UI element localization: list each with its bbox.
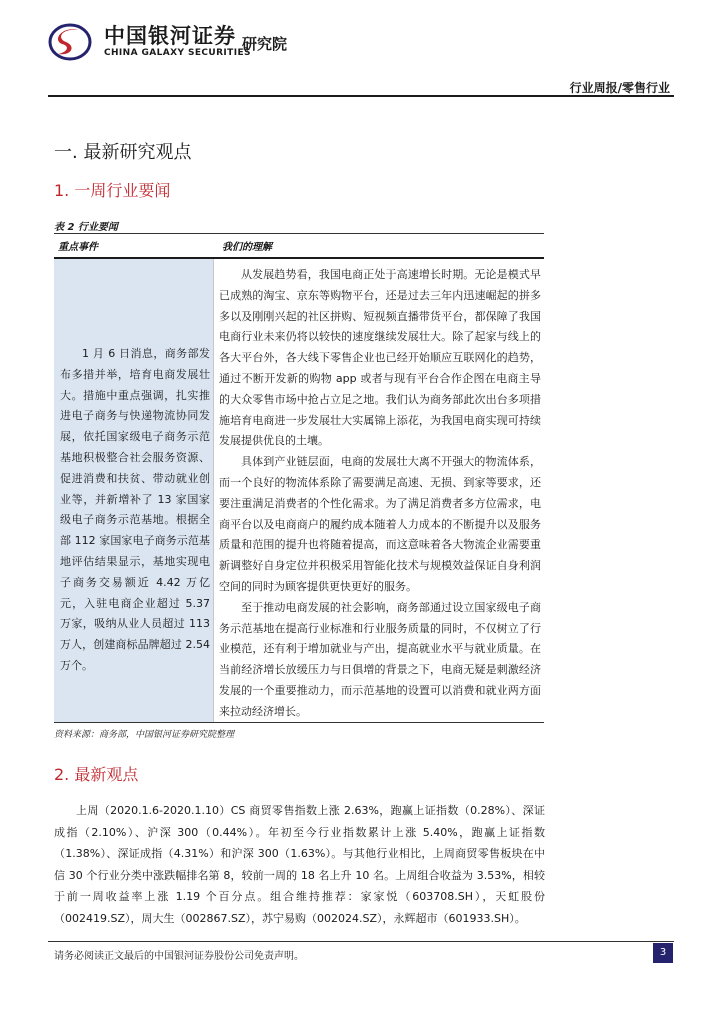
table-column-divider [213,259,214,722]
table-source: 资料来源：商务部，中国银河证券研究院整理 [54,730,235,740]
subsection-heading-news: 1. 一周行业要闻 [54,181,171,200]
footer-disclaimer: 请务必阅读正文最后的中国银河证券股份公司免责声明。 [54,951,304,962]
subsection-heading-views: 2. 最新观点 [54,765,139,784]
analysis-text [219,265,541,723]
logo-subtitle: 研究院 [242,35,288,53]
footer-divider [48,941,674,942]
logo-text-cn: 中国银河证券 [104,24,236,48]
event-description: 1 月 6 日消息，商务部发布多措并举，培育电商发展壮大。措施中重点强调，扎实推进电子商务与快递物流协同发展，依托国家级电子商务示范基地积极整合社会服务资源、促进消费和扶贫、带动就业创业等，并新增补了 13 家国家级电子商务示范基地。根据全部 112 家国家电子商务示范基地评估结果显示，基地实现电子商务交易额近 4.42 万亿元，入驻电商企业超过 5.37 万家，吸纳从业人员超过 113 万人，创建商标品牌超过 2.54 万个。 [60,347,210,672]
header-divider [48,95,674,97]
analysis-paragraph: 从发展趋势看，我国电商正处于高速增长时期。无论是模式早已成熟的淘宝、京东等购物平台，还是过去三年内迅速崛起的拼多多以及刚刚兴起的社区拼购、短视频直播带货平台，都保障了我国电商行业未来仍将以较快的速度继续发展壮大。除了起家与线上的各大平台外，各大线下零售企业也已经开始顺应互联网化的趋势，通过不断开发新的购物 app 或者与现有平台合作企图在电商主导的大众零售市场中抢占立足之地。我们认为商务部此次出台多项措施培育电商进一步发展壮大实属锦上添花，为我国电商实现可持续发展提供优良的土壤。 [219,268,541,448]
table-header-understanding: 我们的理解 [222,242,272,253]
analysis-paragraph: 至于推动电商发展的社会影响，商务部通过设立国家级电子商务示范基地在提高行业标准和行业服务质量的同时，不仅树立了行业模范，还有利于增加就业与产出，提高就业水平与就业质量。在当前经济增长放缓压力与日俱增的背景之下，电商无疑是刺激经济发展的一个重要推动力，而示范基地的设置可以消费和就业两方面来拉动经济增长。 [219,600,541,718]
body-paragraph: 上周（2020.1.6-2020.1.10）CS 商贸零售指数上涨 2.63%，跑赢上证指数（0.28%）、深证成指（2.10%）、沪深 300（0.44%）。年初至今行业指数累计上涨 5.40%，跑赢上证指数（1.38%）、深证成指（4.31%）和沪深 300（1.63%）。与其他行业相比，上周商贸零售板块在中信 30 个行业分类中涨跌幅排名第 8，较前一周的 18 名上升 10 名。上周组合收益为 3.53%，相较于前一周收益率上涨 1.19 个百分点。组合维持推荐：家家悦（603708.SH），天虹股份（002419.SZ），周大生（002867.SZ），苏宁易购（002024.SZ），永辉超市（601933.SH）。 [54,804,545,925]
logo-icon [48,22,92,62]
page-number: 3 [653,943,673,963]
table-top-rule [54,233,544,234]
table-header-events: 重点事件 [58,242,98,253]
analysis-paragraph: 具体到产业链层面，电商的发展壮大离不开强大的物流体系，而一个良好的物流体系除了需要满足高速、无损、到家等要求，还要注重满足消费者的个性化需求。为了满足消费者多方位需求，电商平台以及电商商户的履约成本随着人力成本的不断提升以及服务质量和范围的提升也将随着提高，而这意味着各大物流企业需要重新调整好自身定位并积极采用智能化技术与规模效益保证自身利润空间的同时为顾客提供更快更好的服务。 [219,455,541,593]
table-bottom-rule [54,722,544,723]
section-heading: 一. 最新研究观点 [54,142,192,163]
table-title: 表 2 行业要闻 [54,222,118,233]
report-category-label: 行业周报/零售行业 [569,81,670,95]
logo-text-en: CHINA GALAXY SECURITIES [104,48,251,58]
